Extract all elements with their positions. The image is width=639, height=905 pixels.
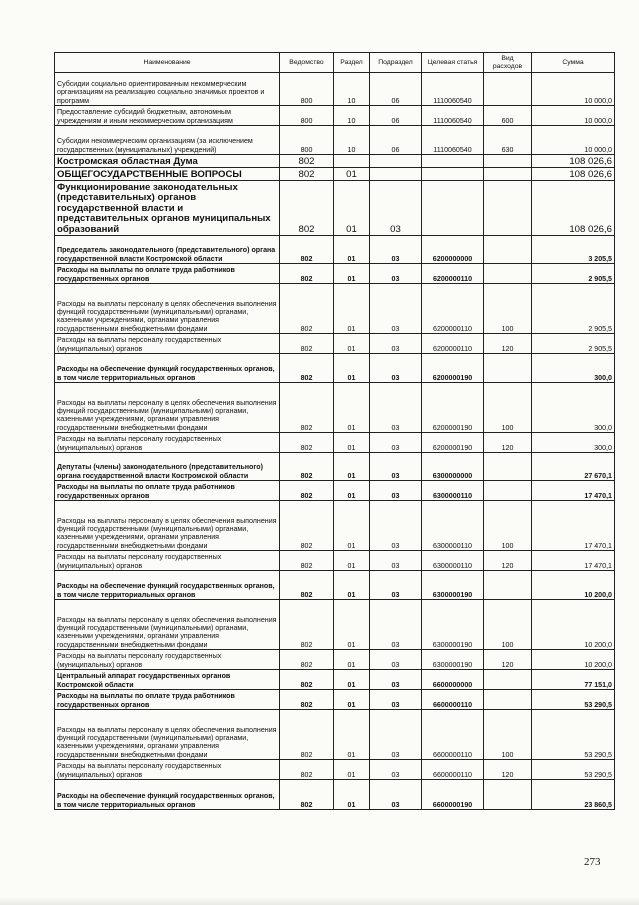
row-name: Функционирование законодательных (представительных) органов государственной власти и представительных органов муниципальных образований [55, 181, 280, 236]
row-expense-type [484, 690, 532, 710]
table-header-row [55, 53, 615, 73]
row-target-article: 1110060540 [422, 106, 484, 126]
row-section: 01 [334, 551, 370, 571]
table-row [55, 551, 615, 571]
row-department: 802 [280, 383, 334, 433]
row-subsection: 03 [370, 650, 422, 670]
table-row [55, 710, 615, 760]
row-target-article: 6300000190 [422, 571, 484, 600]
row-name: Расходы на обеспечение функций государственных органов, в том числе территориальных органов [55, 780, 280, 810]
row-target-article: 6200000190 [422, 433, 484, 453]
table-row [55, 650, 615, 670]
header-subsection: Подраздел [370, 53, 422, 73]
row-expense-type: 120 [484, 433, 532, 453]
row-amount: 108 026,6 [532, 155, 615, 168]
row-name: Расходы на выплаты по оплате труда работников государственных органов [55, 264, 280, 284]
row-department: 800 [280, 126, 334, 155]
row-name: Расходы на выплаты персоналу в целях обеспечения выполнения функций государственными (муниципальными) органами, казенными учреждениями, органами управления государственными внебюджетными фондами [55, 600, 280, 650]
table-body [55, 73, 615, 810]
row-expense-type [484, 453, 532, 481]
row-name: Костромская областная Дума [55, 155, 280, 168]
row-subsection: 03 [370, 453, 422, 481]
scan-edge [0, 897, 639, 905]
row-department: 802 [280, 453, 334, 481]
row-target-article: 6200000190 [422, 354, 484, 383]
row-department: 802 [280, 571, 334, 600]
row-amount: 10 000,0 [532, 73, 615, 106]
row-amount: 23 860,5 [532, 780, 615, 810]
row-name: Расходы на выплаты по оплате труда работников государственных органов [55, 481, 280, 501]
table-row [55, 571, 615, 600]
row-section: 01 [334, 710, 370, 760]
table-row [55, 181, 615, 236]
row-section: 10 [334, 73, 370, 106]
row-amount: 10 000,0 [532, 106, 615, 126]
table-row [55, 501, 615, 551]
row-expense-type [484, 73, 532, 106]
row-section: 01 [334, 760, 370, 780]
row-expense-type [484, 481, 532, 501]
row-target-article: 1110060540 [422, 126, 484, 155]
budget-table [54, 52, 615, 810]
row-amount: 17 470,1 [532, 551, 615, 571]
row-department: 802 [280, 650, 334, 670]
row-section: 01 [334, 571, 370, 600]
row-name: Расходы на обеспечение функций государственных органов, в том числе территориальных органов [55, 571, 280, 600]
row-section: 01 [334, 168, 370, 181]
row-department: 802 [280, 155, 334, 168]
row-section: 01 [334, 181, 370, 236]
row-subsection: 03 [370, 236, 422, 264]
row-target-article: 6600000110 [422, 760, 484, 780]
row-expense-type: 120 [484, 650, 532, 670]
row-section: 01 [334, 383, 370, 433]
table-row [55, 453, 615, 481]
table-row [55, 168, 615, 181]
row-expense-type [484, 354, 532, 383]
table-row [55, 155, 615, 168]
table-row [55, 334, 615, 354]
row-amount: 300,0 [532, 354, 615, 383]
row-target-article: 6200000000 [422, 236, 484, 264]
row-department: 802 [280, 670, 334, 690]
row-amount: 53 290,5 [532, 760, 615, 780]
row-section [334, 155, 370, 168]
table-row [55, 126, 615, 155]
row-expense-type [484, 181, 532, 236]
header-section: Раздел [334, 53, 370, 73]
row-target-article: 6200000110 [422, 334, 484, 354]
row-subsection [370, 155, 422, 168]
header-name: Наименование [55, 53, 280, 73]
row-department: 802 [280, 780, 334, 810]
header-amount: Сумма [532, 53, 615, 73]
row-amount: 2 905,5 [532, 334, 615, 354]
row-subsection: 03 [370, 354, 422, 383]
row-expense-type: 100 [484, 284, 532, 334]
row-expense-type [484, 236, 532, 264]
row-subsection: 03 [370, 690, 422, 710]
row-name: Расходы на обеспечение функций государственных органов, в том числе территориальных органов [55, 354, 280, 383]
row-section: 01 [334, 284, 370, 334]
header-department: Ведомство [280, 53, 334, 73]
row-target-article: 6600000190 [422, 780, 484, 810]
row-target-article [422, 181, 484, 236]
row-name: Расходы на выплаты персоналу в целях обеспечения выполнения функций государственными (муниципальными) органами, казенными учреждениями, органами управления государственными внебюджетными фондами [55, 501, 280, 551]
row-subsection: 03 [370, 284, 422, 334]
table-row [55, 236, 615, 264]
row-section: 01 [334, 481, 370, 501]
row-section: 01 [334, 354, 370, 383]
row-target-article: 6600000000 [422, 670, 484, 690]
row-department: 802 [280, 600, 334, 650]
row-amount: 53 290,5 [532, 710, 615, 760]
row-department: 802 [280, 710, 334, 760]
row-target-article: 6300000110 [422, 551, 484, 571]
row-amount: 10 200,0 [532, 571, 615, 600]
row-section: 10 [334, 106, 370, 126]
row-target-article: 6200000110 [422, 264, 484, 284]
row-name: Расходы на выплаты персоналу в целях обеспечения выполнения функций государственными (муниципальными) органами, казенными учреждениями, органами управления государственными внебюджетными фондами [55, 710, 280, 760]
row-amount: 108 026,6 [532, 181, 615, 236]
row-department: 802 [280, 354, 334, 383]
row-name: Предоставление субсидий бюджетным, автономным учреждениям и иным некоммерческим организациям [55, 106, 280, 126]
row-amount: 2 905,5 [532, 284, 615, 334]
row-section: 01 [334, 780, 370, 810]
row-name: Центральный аппарат государственных органов Костромской области [55, 670, 280, 690]
row-section: 01 [334, 501, 370, 551]
row-department: 802 [280, 760, 334, 780]
row-department: 800 [280, 106, 334, 126]
row-subsection: 03 [370, 571, 422, 600]
row-name: ОБЩЕГОСУДАРСТВЕННЫЕ ВОПРОСЫ [55, 168, 280, 181]
row-name: Расходы на выплаты персоналу государственных (муниципальных) органов [55, 551, 280, 571]
row-amount: 2 905,5 [532, 264, 615, 284]
row-target-article [422, 168, 484, 181]
row-amount: 108 026,6 [532, 168, 615, 181]
header-expense-type: Вид расходов [484, 53, 532, 73]
row-department: 802 [280, 264, 334, 284]
row-expense-type: 100 [484, 600, 532, 650]
row-section: 01 [334, 433, 370, 453]
row-subsection: 03 [370, 334, 422, 354]
row-target-article: 6600000110 [422, 710, 484, 760]
row-department: 802 [280, 690, 334, 710]
row-expense-type: 100 [484, 710, 532, 760]
row-target-article: 1110060540 [422, 73, 484, 106]
page-number: 273 [584, 856, 601, 868]
row-subsection: 06 [370, 106, 422, 126]
row-department: 802 [280, 284, 334, 334]
table-row [55, 760, 615, 780]
row-subsection: 03 [370, 181, 422, 236]
row-subsection [370, 168, 422, 181]
row-department: 802 [280, 236, 334, 264]
row-section: 01 [334, 264, 370, 284]
row-subsection: 03 [370, 264, 422, 284]
row-name: Расходы на выплаты по оплате труда работников государственных органов [55, 690, 280, 710]
row-name: Расходы на выплаты персоналу государственных (муниципальных) органов [55, 650, 280, 670]
table-row [55, 481, 615, 501]
row-name: Расходы на выплаты персоналу государственных (муниципальных) органов [55, 334, 280, 354]
table-row [55, 780, 615, 810]
row-subsection: 03 [370, 780, 422, 810]
row-amount: 77 151,0 [532, 670, 615, 690]
row-target-article: 6200000110 [422, 284, 484, 334]
row-target-article: 6300000110 [422, 501, 484, 551]
row-name: Субсидии социально ориентированным некоммерческим организациям на реализацию социально значимых проектов и программ [55, 73, 280, 106]
row-department: 802 [280, 433, 334, 453]
row-amount: 10 200,0 [532, 650, 615, 670]
row-amount: 300,0 [532, 383, 615, 433]
row-expense-type: 100 [484, 383, 532, 433]
row-expense-type [484, 670, 532, 690]
row-target-article: 6300000110 [422, 481, 484, 501]
row-expense-type [484, 168, 532, 181]
row-expense-type [484, 155, 532, 168]
row-amount: 53 290,5 [532, 690, 615, 710]
row-target-article [422, 155, 484, 168]
table-row [55, 690, 615, 710]
row-subsection: 03 [370, 670, 422, 690]
row-department: 800 [280, 73, 334, 106]
row-department: 802 [280, 168, 334, 181]
row-target-article: 6600000110 [422, 690, 484, 710]
row-expense-type [484, 264, 532, 284]
table-row [55, 670, 615, 690]
row-subsection: 03 [370, 383, 422, 433]
row-expense-type: 600 [484, 106, 532, 126]
row-subsection: 06 [370, 73, 422, 106]
row-expense-type: 120 [484, 334, 532, 354]
row-subsection: 03 [370, 433, 422, 453]
row-department: 802 [280, 481, 334, 501]
row-name: Расходы на выплаты персоналу в целях обеспечения выполнения функций государственными (муниципальными) органами, казенными учреждениями, органами управления государственными внебюджетными фондами [55, 284, 280, 334]
row-name: Депутаты (члены) законодательного (представительного) органа государственной власти Костромской области [55, 453, 280, 481]
row-subsection: 03 [370, 760, 422, 780]
row-expense-type [484, 780, 532, 810]
row-amount: 17 470,1 [532, 501, 615, 551]
row-subsection: 03 [370, 501, 422, 551]
row-amount: 300,0 [532, 433, 615, 453]
row-subsection: 03 [370, 481, 422, 501]
row-subsection: 03 [370, 710, 422, 760]
row-name: Председатель законодательного (представительного) органа государственной власти Костромской области [55, 236, 280, 264]
row-expense-type: 100 [484, 501, 532, 551]
row-subsection: 06 [370, 126, 422, 155]
table-row [55, 354, 615, 383]
row-expense-type: 120 [484, 760, 532, 780]
table-row [55, 73, 615, 106]
row-target-article: 6300000190 [422, 650, 484, 670]
header-target-article: Целевая статья [422, 53, 484, 73]
table-row [55, 264, 615, 284]
row-amount: 17 470,1 [532, 481, 615, 501]
row-amount: 10 200,0 [532, 600, 615, 650]
row-name: Расходы на выплаты персоналу государственных (муниципальных) органов [55, 760, 280, 780]
row-amount: 3 205,5 [532, 236, 615, 264]
table-row [55, 600, 615, 650]
table-row [55, 383, 615, 433]
row-subsection: 03 [370, 551, 422, 571]
row-department: 802 [280, 551, 334, 571]
row-section: 01 [334, 650, 370, 670]
row-section: 01 [334, 236, 370, 264]
row-section: 01 [334, 334, 370, 354]
row-section: 10 [334, 126, 370, 155]
row-subsection: 03 [370, 600, 422, 650]
table-row [55, 433, 615, 453]
row-amount: 27 670,1 [532, 453, 615, 481]
row-department: 802 [280, 334, 334, 354]
table-row [55, 284, 615, 334]
row-section: 01 [334, 453, 370, 481]
row-expense-type [484, 571, 532, 600]
row-target-article: 6200000190 [422, 383, 484, 433]
row-name: Расходы на выплаты персоналу в целях обеспечения выполнения функций государственными (муниципальными) органами, казенными учреждениями, органами управления государственными внебюджетными фондами [55, 383, 280, 433]
row-target-article: 6300000190 [422, 600, 484, 650]
row-name: Расходы на выплаты персоналу государственных (муниципальных) органов [55, 433, 280, 453]
row-name: Субсидии некоммерческим организациям (за исключением государственных (муниципальных) учреждений) [55, 126, 280, 155]
row-target-article: 6300000000 [422, 453, 484, 481]
row-section: 01 [334, 690, 370, 710]
row-expense-type: 630 [484, 126, 532, 155]
row-department: 802 [280, 501, 334, 551]
table-row [55, 106, 615, 126]
row-section: 01 [334, 600, 370, 650]
row-expense-type: 120 [484, 551, 532, 571]
row-section: 01 [334, 670, 370, 690]
row-department: 802 [280, 181, 334, 236]
row-amount: 10 000,0 [532, 126, 615, 155]
